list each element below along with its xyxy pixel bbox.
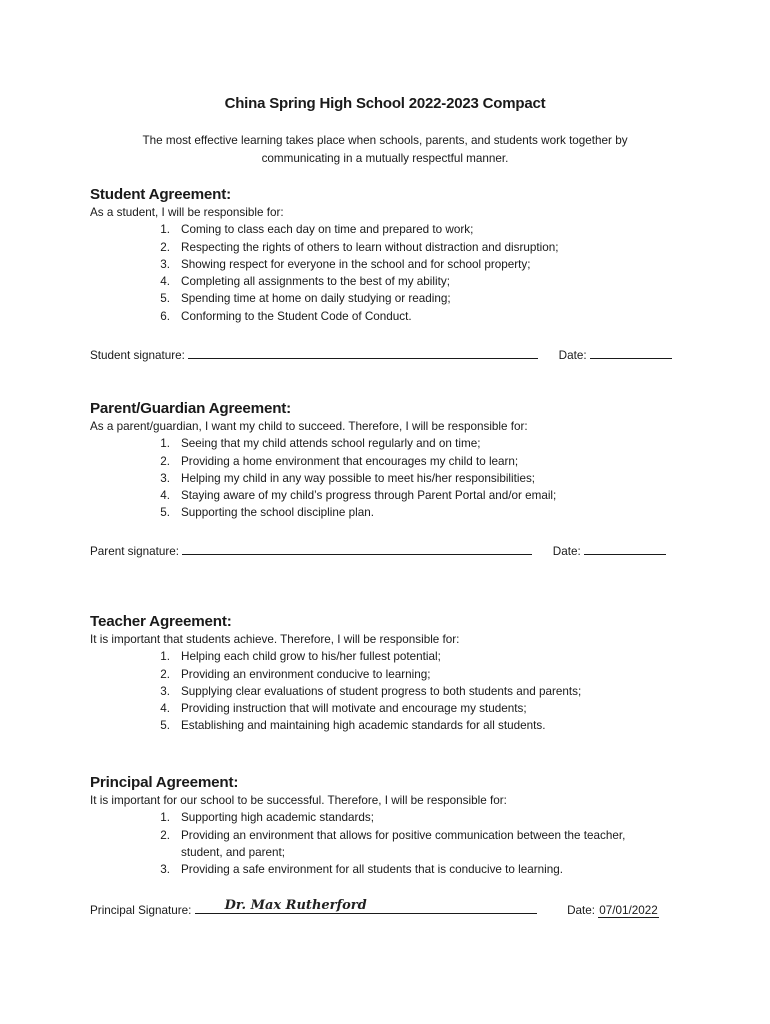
list-item-text: Providing an environment that allows for positive communication between the teacher, xyxy=(181,828,626,842)
section-lead: It is important for our school to be successful. Therefore, I will be responsible for: xyxy=(90,794,507,807)
list-item-text: Providing a home environment that encourages my child to learn; xyxy=(181,454,519,468)
intro-paragraph xyxy=(105,132,665,167)
list-item-text: Supporting high academic standards; xyxy=(181,811,374,825)
signature-label: Parent signature: xyxy=(90,545,180,558)
list-item xyxy=(90,809,690,826)
date-label: Date: xyxy=(567,904,596,917)
list-item xyxy=(90,827,690,844)
list-item-text: Spending time at home on daily studying or reading; xyxy=(181,292,451,306)
list-item-text: Providing a safe environment for all students that is conducive to learning. xyxy=(181,863,564,877)
section-heading: Principal Agreement: xyxy=(90,774,239,791)
list-item-number: 3. xyxy=(160,684,170,698)
section-heading: Student Agreement: xyxy=(90,186,231,203)
responsibility-list xyxy=(90,809,690,878)
list-item xyxy=(90,504,690,521)
list-item xyxy=(90,844,690,861)
list-item-text: Helping each child grow to his/her fullest potential; xyxy=(181,650,441,664)
student-agreement-section xyxy=(90,186,690,325)
student-signature-field[interactable] xyxy=(188,346,538,359)
list-item xyxy=(90,487,690,504)
responsibility-list xyxy=(90,648,690,734)
list-item xyxy=(90,290,690,307)
section-heading: Teacher Agreement: xyxy=(90,613,232,630)
list-item-text: Respecting the rights of others to learn without distraction and disruption; xyxy=(181,240,559,254)
date-label: Date: xyxy=(552,545,581,558)
signature-label: Student signature: xyxy=(90,349,185,362)
list-item-text: Conforming to the Student Code of Conduct. xyxy=(181,309,412,323)
list-item-number: 2. xyxy=(160,454,170,468)
list-item-number: 4. xyxy=(160,275,170,289)
date-label: Date: xyxy=(558,349,587,362)
list-item-number: 1. xyxy=(160,437,170,451)
section-heading: Parent/Guardian Agreement: xyxy=(90,400,292,417)
signature-label: Principal Signature: xyxy=(90,904,192,917)
parent-signature-field[interactable] xyxy=(182,542,532,555)
list-item xyxy=(90,308,690,325)
list-item-number: 1. xyxy=(160,811,170,825)
list-item-number: 4. xyxy=(160,489,170,503)
list-item xyxy=(90,666,690,683)
list-item-number: 3. xyxy=(160,863,170,877)
list-item-number: 2. xyxy=(160,240,170,254)
list-item-number: 1. xyxy=(160,223,170,237)
list-item-number: 2. xyxy=(160,828,170,842)
list-item-number: 3. xyxy=(160,471,170,485)
list-item-text: Providing instruction that will motivate and encourage my students; xyxy=(181,702,527,716)
list-item-text: Seeing that my child attends school regularly and on time; xyxy=(181,437,481,451)
principal-signature-row xyxy=(90,898,659,919)
list-item-number: 6. xyxy=(160,309,170,323)
list-item-text: Providing an environment conducive to learning; xyxy=(181,667,431,681)
section-lead: As a parent/guardian, I want my child to succeed. Therefore, I will be responsible for: xyxy=(90,420,528,433)
intro-line: communicating in a mutually respectful manner. xyxy=(261,151,509,165)
list-item xyxy=(90,239,690,256)
section-lead: As a student, I will be responsible for: xyxy=(90,206,284,219)
list-item xyxy=(90,221,690,238)
list-item-text: Staying aware of my child’s progress through Parent Portal and/or email; xyxy=(181,489,557,503)
list-item xyxy=(90,470,690,487)
section-lead: It is important that students achieve. Therefore, I will be responsible for: xyxy=(90,633,460,646)
list-item-text: Supporting the school discipline plan. xyxy=(181,506,374,520)
list-item xyxy=(90,256,690,273)
list-item-number: 1. xyxy=(160,650,170,664)
list-item-text: Coming to class each day on time and prepared to work; xyxy=(181,223,474,237)
list-item xyxy=(90,435,690,452)
handwritten-signature: Dr. Max Rutherford xyxy=(224,898,367,913)
principal-signature-field[interactable] xyxy=(195,898,537,914)
list-item-number: 5. xyxy=(160,506,170,520)
list-item xyxy=(90,273,690,290)
list-item xyxy=(90,717,690,734)
parent-date-field[interactable] xyxy=(584,542,666,555)
list-item xyxy=(90,453,690,470)
parent-signature-row xyxy=(90,542,666,560)
list-item-number: 2. xyxy=(160,667,170,681)
student-date-field[interactable] xyxy=(590,346,672,359)
principal-date-value[interactable]: 07/01/2022 xyxy=(599,904,658,917)
list-item-number: 5. xyxy=(160,719,170,733)
parent-agreement-section xyxy=(90,400,690,522)
responsibility-list xyxy=(90,435,690,521)
list-item-text: student, and parent; xyxy=(181,845,285,859)
list-item-text: Showing respect for everyone in the school and for school property; xyxy=(181,257,531,271)
list-item xyxy=(90,683,690,700)
list-item xyxy=(90,648,690,665)
list-item xyxy=(90,700,690,717)
list-item-number: 5. xyxy=(160,292,170,306)
document-title: China Spring High School 2022-2023 Compact xyxy=(224,95,546,112)
list-item xyxy=(90,861,690,878)
list-item-number: 3. xyxy=(160,257,170,271)
principal-agreement-section xyxy=(90,774,690,878)
responsibility-list xyxy=(90,221,690,325)
list-item-text: Completing all assignments to the best of my ability; xyxy=(181,275,450,289)
list-item-text: Helping my child in any way possible to meet his/her responsibilities; xyxy=(181,471,536,485)
list-item-text: Supplying clear evaluations of student progress to both students and parents; xyxy=(181,684,582,698)
student-signature-row xyxy=(90,346,672,364)
teacher-agreement-section xyxy=(90,613,690,735)
intro-line: The most effective learning takes place when schools, parents, and students work together by xyxy=(142,134,628,147)
list-item-text: Establishing and maintaining high academic standards for all students. xyxy=(181,719,546,733)
list-item-number: 4. xyxy=(160,702,170,716)
